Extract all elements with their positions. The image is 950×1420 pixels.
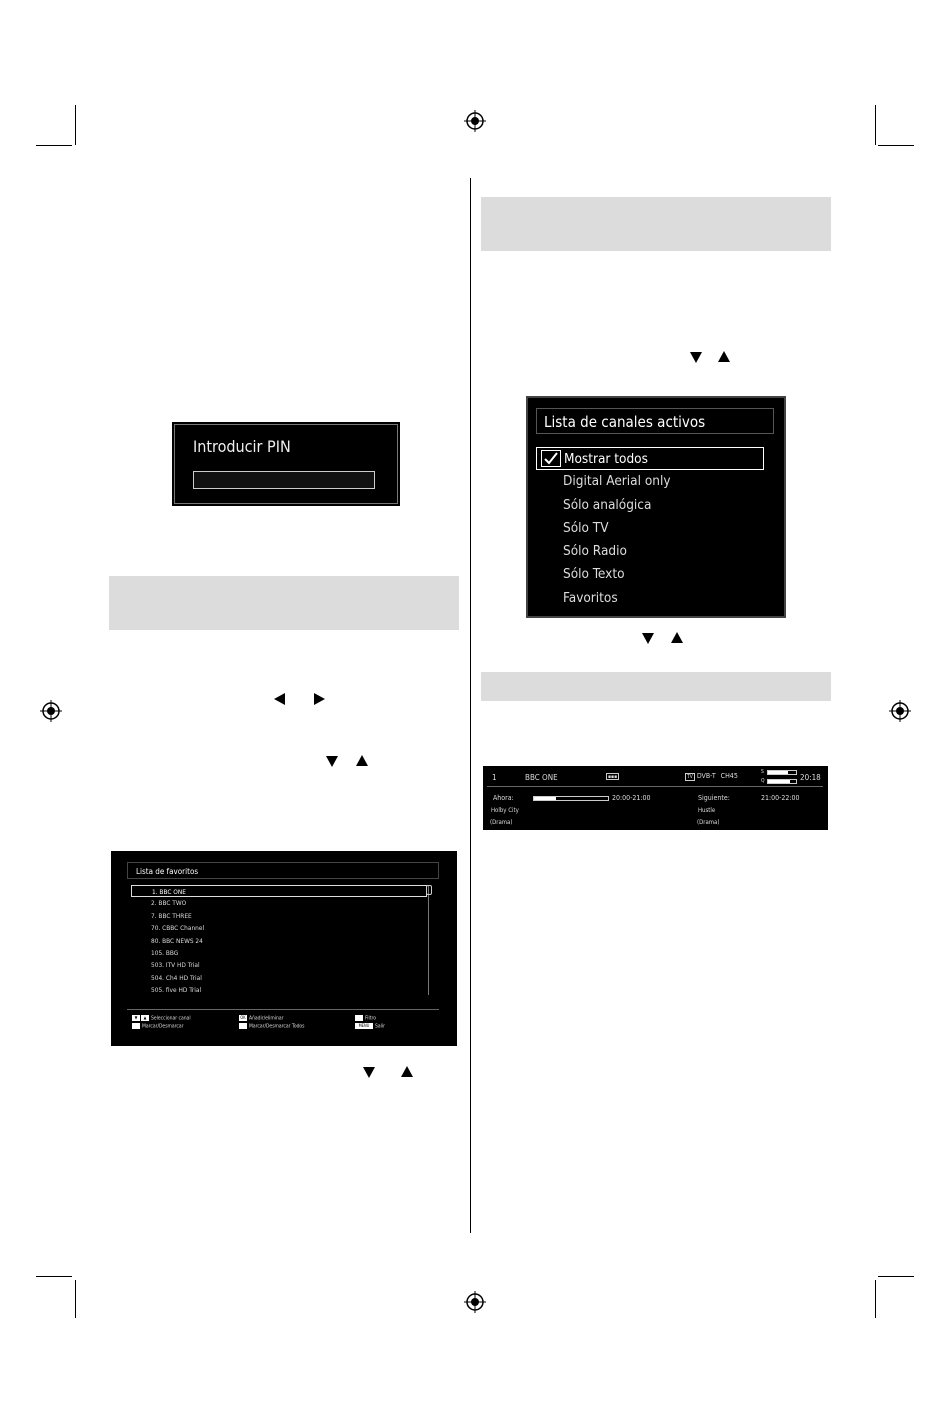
registration-mark-icon bbox=[464, 1291, 486, 1313]
help-mark-all-label: Marcar/Desmarcar Todos bbox=[249, 1023, 305, 1030]
channel-row[interactable]: 505. five HD Trial bbox=[151, 986, 202, 995]
color-key-icon bbox=[355, 1015, 363, 1021]
menu-key-icon: MENU bbox=[355, 1023, 373, 1029]
now-progress-bar bbox=[533, 796, 609, 801]
help-mark bbox=[132, 1023, 184, 1031]
divider bbox=[487, 786, 823, 787]
down-arrow-icon bbox=[363, 1067, 375, 1078]
help-select-channel-label: Seleccionar canal bbox=[151, 1015, 191, 1022]
favorites-scrollbar[interactable] bbox=[428, 885, 433, 995]
now-programme: Holby City bbox=[491, 807, 519, 814]
help-exit bbox=[355, 1023, 385, 1031]
next-genre: (Drama) bbox=[697, 819, 720, 826]
channel-row[interactable]: 70. CBBC Channel bbox=[151, 924, 205, 933]
section-heading-bar bbox=[481, 672, 831, 701]
channel-row[interactable]: 2. BBC TWO bbox=[151, 899, 187, 908]
next-programme: Hustle bbox=[698, 807, 716, 814]
help-add-remove-label: Añadir/eliminar bbox=[249, 1015, 284, 1022]
column-divider bbox=[470, 178, 471, 1233]
color-key-icon bbox=[132, 1023, 140, 1029]
channel-row[interactable]: 503. ITV HD Trial bbox=[151, 961, 200, 970]
crop-mark bbox=[875, 1280, 876, 1318]
up-arrow-icon bbox=[356, 755, 368, 766]
channel-row[interactable]: 105. BBG bbox=[151, 948, 179, 957]
signal-bar-fill bbox=[768, 771, 788, 774]
channel-row[interactable]: 80. BBC NEWS 24 bbox=[151, 936, 203, 945]
option-row[interactable]: Sólo analógica bbox=[563, 496, 652, 513]
registration-mark-icon bbox=[889, 700, 911, 722]
channel-number: 1 bbox=[492, 773, 497, 782]
checkmark-icon bbox=[541, 450, 561, 467]
option-row[interactable]: Sólo Texto bbox=[563, 566, 625, 583]
active-channel-list-screen bbox=[526, 396, 786, 618]
quality-label: Q bbox=[761, 778, 765, 784]
section-heading-bar bbox=[109, 576, 459, 630]
help-mark-all bbox=[239, 1023, 305, 1031]
up-arrow-icon bbox=[671, 632, 683, 643]
tv-tag: TV bbox=[687, 774, 693, 780]
pin-dialog-title: Introducir PIN bbox=[193, 437, 291, 456]
quality-bar-fill bbox=[768, 780, 790, 783]
crop-mark bbox=[875, 105, 876, 145]
crop-mark bbox=[36, 1276, 72, 1277]
channel-row[interactable]: 504. Ch4 HD Trial bbox=[151, 973, 202, 982]
channel-row[interactable]: 7. BBC THREE bbox=[151, 911, 192, 920]
favorites-channel-list bbox=[131, 885, 427, 997]
quality-bar bbox=[767, 779, 797, 784]
down-key-icon: ▼ bbox=[132, 1015, 140, 1021]
help-exit-label: Salir bbox=[375, 1023, 385, 1030]
registration-mark-icon bbox=[40, 700, 62, 722]
help-filter-label: Filtro bbox=[365, 1015, 376, 1022]
now-progress-fill bbox=[534, 797, 556, 800]
crop-mark bbox=[878, 1276, 914, 1277]
help-filter bbox=[355, 1015, 376, 1023]
help-add-remove bbox=[239, 1015, 284, 1023]
active-list-options bbox=[536, 447, 764, 610]
help-mark-label: Marcar/Desmarcar bbox=[142, 1023, 184, 1030]
up-key-icon: ▲ bbox=[141, 1015, 149, 1021]
active-list-title: Lista de canales activos bbox=[536, 408, 774, 434]
option-row[interactable]: Sólo TV bbox=[563, 519, 609, 536]
divider bbox=[127, 1009, 439, 1010]
signal-bar bbox=[767, 770, 797, 775]
option-row[interactable]: Favoritos bbox=[563, 589, 618, 606]
registration-mark-icon bbox=[464, 110, 486, 132]
section-heading-bar bbox=[481, 197, 831, 251]
up-arrow-icon bbox=[401, 1066, 413, 1077]
down-arrow-icon bbox=[642, 633, 654, 644]
source-label: DVB-T bbox=[696, 772, 716, 780]
ok-key-icon: OK bbox=[240, 1015, 246, 1020]
color-key-icon bbox=[239, 1023, 247, 1029]
now-label: Ahora: bbox=[493, 794, 514, 802]
option-label: Mostrar todos bbox=[564, 451, 648, 467]
now-genre: (Drama) bbox=[490, 819, 513, 826]
crop-mark bbox=[878, 145, 914, 146]
signal-label: S bbox=[761, 769, 764, 775]
source-info bbox=[685, 772, 738, 781]
now-time: 20:00-21:00 bbox=[612, 794, 651, 802]
option-row[interactable]: Sólo Radio bbox=[563, 543, 627, 560]
crop-mark bbox=[75, 105, 76, 145]
clock: 20:18 bbox=[800, 773, 821, 782]
scrollbar-thumb[interactable] bbox=[426, 885, 432, 895]
channel-row[interactable]: 1. BBC ONE bbox=[131, 885, 427, 897]
right-arrow-icon bbox=[314, 693, 325, 705]
crop-mark bbox=[75, 1280, 76, 1318]
next-time: 21:00-22:00 bbox=[761, 794, 800, 802]
option-row[interactable]: Digital Aerial only bbox=[563, 473, 671, 490]
favorites-list-screen bbox=[111, 851, 457, 1046]
favorites-title: Lista de favoritos bbox=[127, 862, 439, 879]
subtitle-icon: ▪▪▪ bbox=[608, 774, 618, 780]
left-arrow-icon bbox=[274, 693, 285, 705]
option-row[interactable] bbox=[536, 447, 764, 470]
pin-input[interactable] bbox=[193, 471, 375, 489]
info-banner bbox=[483, 766, 828, 830]
channel-ch: CH45 bbox=[720, 772, 738, 780]
channel-name: BBC ONE bbox=[525, 773, 558, 782]
help-select-channel bbox=[132, 1015, 191, 1023]
pin-dialog bbox=[172, 422, 400, 506]
next-label: Siguiente: bbox=[698, 794, 730, 802]
down-arrow-icon bbox=[326, 756, 338, 767]
down-arrow-icon bbox=[690, 352, 702, 363]
crop-mark bbox=[36, 145, 72, 146]
up-arrow-icon bbox=[718, 351, 730, 362]
